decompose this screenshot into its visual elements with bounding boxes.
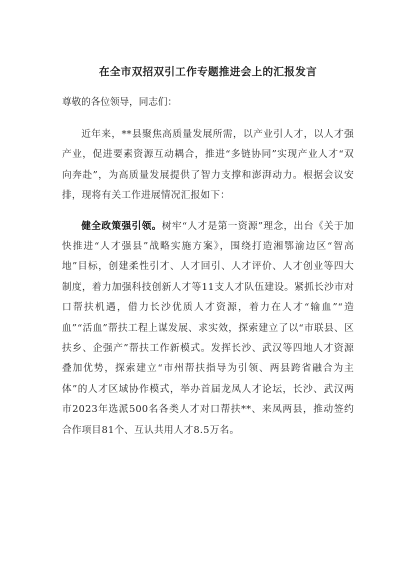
- paragraph-text: 树牢“人才是第一资源”理念，出台《关于加快推进“人才强县”战略实施方案》，围绕打造湘鄂渝边区“智高地”目标，创建柔性引才、人才回引、人才评价、人才创业等四大制度，着力加强科技创新人才等11支人才队伍建设。紧抓长沙市对口帮扶机遇，借力长沙优质人才资源，着力在人才“输血”“造血”“活血”帮扶工程上谋发展、求实效，探索建立了以“市联县、区扶乡、企强产”帮扶工作新模式。发挥长沙、武汉等四地人才资源叠加优势，探索建立“市州帮扶指导为引领、两县跨省融合为主体”的人才区域协作模式，举办首届龙凤人才论坛，长沙、武汉两市2023年选派500名各类人才对口帮扶**、来凤两县，推动签约合作项目81个、互认共用人才8.5万名。: [62, 220, 354, 436]
- salutation: 尊敬的各位领导，同志们：: [62, 97, 178, 108]
- document-title: 在全市双招双引工作专题推进会上的汇报发言: [99, 66, 317, 78]
- body-paragraph: [62, 217, 354, 441]
- body-paragraph: [62, 125, 354, 207]
- paragraph-lead-heading: 健全政策强引领。: [81, 220, 162, 232]
- paragraph-text: 近年来，**县聚焦高质量发展所需，以产业引人才，以人才强产业，促进要素资源互动耦合，推进“多链协同”实现产业人才“双向奔赴”，为高质量发展提供了智力支撑和澎湃动力。根据会议安排，现将有关工作进展情况汇报如下：: [62, 129, 354, 202]
